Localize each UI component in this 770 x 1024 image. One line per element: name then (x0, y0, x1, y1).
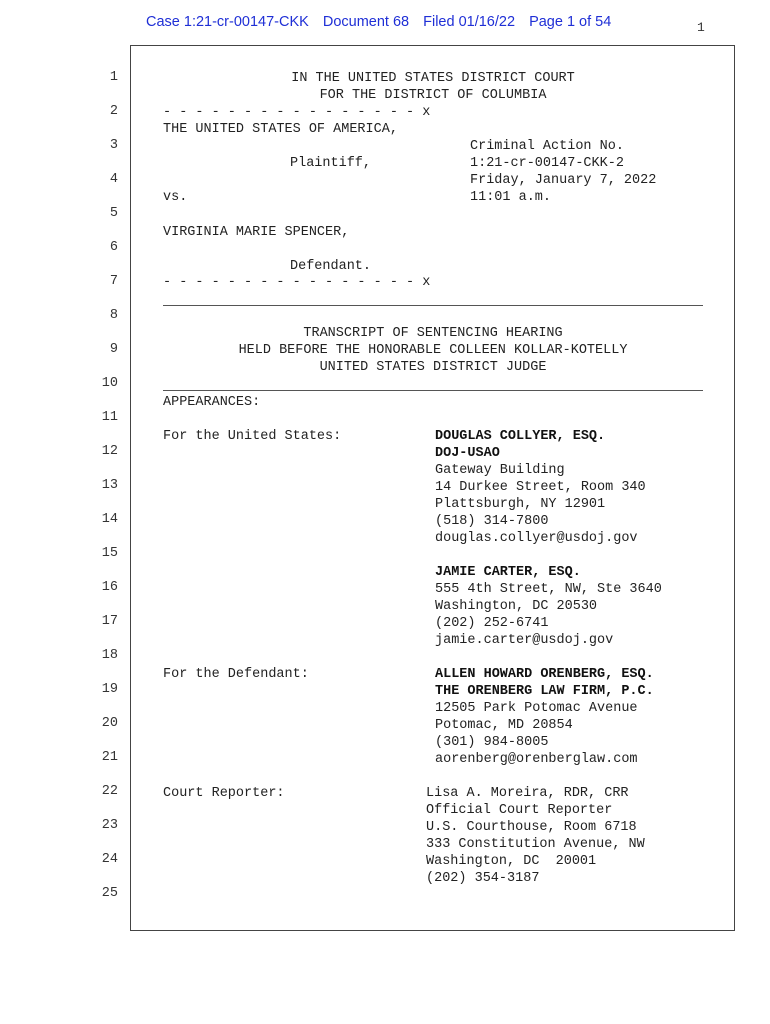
case-number: Case 1:21-cr-00147-CKK (146, 14, 309, 30)
dash-line-bottom: - - - - - - - - - - - - - - - - x (163, 275, 431, 290)
transcript-title-line1: TRANSCRIPT OF SENTENCING HEARING (303, 326, 563, 341)
line-number: 17 (101, 614, 118, 629)
us-attorney2-phone: (202) 252-6741 (435, 616, 549, 631)
us-attorney2-name: JAMIE CARTER, ESQ. (435, 565, 581, 580)
criminal-case-number: 1:21-cr-00147-CKK-2 (470, 156, 624, 171)
line-number: 16 (101, 580, 118, 595)
line-number: 11 (101, 410, 118, 425)
line-number: 3 (109, 138, 118, 153)
line-number: 9 (109, 342, 118, 357)
us-attorney2-addr1: 555 4th Street, NW, Ste 3640 (435, 582, 662, 597)
filed-date: Filed 01/16/22 (423, 14, 516, 30)
transcript-title-line2: HELD BEFORE THE HONORABLE COLLEEN KOLLAR-KOTELLY (238, 343, 628, 358)
line-number: 20 (101, 716, 118, 731)
us-attorney1-phone: (518) 314-7800 (435, 514, 549, 529)
line-number: 25 (101, 886, 118, 901)
defendant-label: Defendant. (290, 259, 372, 274)
def-attorney-name: ALLEN HOWARD ORENBERG, ESQ. (435, 667, 654, 682)
line-number: 15 (101, 546, 118, 561)
us-attorney1-name: DOUGLAS COLLYER, ESQ. (435, 429, 606, 444)
case-header (146, 14, 621, 30)
court-line1: IN THE UNITED STATES DISTRICT COURT (291, 71, 575, 86)
line-number: 24 (101, 852, 118, 867)
us-attorney1-email: douglas.collyer@usdoj.gov (435, 531, 638, 546)
page-count: Page 1 of 54 (529, 14, 612, 30)
reporter-name: Lisa A. Moreira, RDR, CRR (426, 786, 629, 801)
divider-top (163, 305, 703, 306)
line-number: 6 (109, 240, 118, 255)
line-number: 1 (109, 70, 118, 85)
us-attorney1-addr3: Plattsburgh, NY 12901 (435, 497, 606, 512)
line-number: 22 (101, 784, 118, 799)
line-number: 12 (101, 444, 118, 459)
line-number: 2 (109, 104, 118, 119)
reporter-title: Official Court Reporter (426, 803, 613, 818)
us-attorney1-addr1: Gateway Building (435, 463, 565, 478)
hearing-time: 11:01 a.m. (470, 190, 552, 205)
document-number: Document 68 (322, 14, 410, 30)
def-attorney-firm: THE ORENBERG LAW FIRM, P.C. (435, 684, 654, 699)
defendant-counsel-label: For the Defendant: (163, 667, 309, 682)
us-label: For the United States: (163, 429, 342, 444)
line-number: 19 (101, 682, 118, 697)
reporter-addr1: U.S. Courthouse, Room 6718 (426, 820, 637, 835)
line-number: 13 (101, 478, 118, 493)
versus: vs. (163, 190, 188, 205)
defendant-name: VIRGINIA MARIE SPENCER, (163, 225, 350, 240)
transcript-title-line3: UNITED STATES DISTRICT JUDGE (319, 360, 547, 375)
line-number: 14 (101, 512, 118, 527)
reporter-phone: (202) 354-3187 (426, 871, 540, 886)
criminal-action-label: Criminal Action No. (470, 139, 624, 154)
page-number: 1 (697, 20, 705, 35)
plaintiff-label: Plaintiff, (290, 156, 372, 171)
reporter-addr2: 333 Constitution Avenue, NW (426, 837, 645, 852)
appearances-heading: APPEARANCES: (163, 395, 261, 410)
line-number: 8 (109, 308, 118, 323)
us-attorney1-org: DOJ-USAO (435, 446, 500, 461)
def-attorney-phone: (301) 984-8005 (435, 735, 549, 750)
line-number: 10 (101, 376, 118, 391)
def-attorney-email: aorenberg@orenberglaw.com (435, 752, 638, 767)
court-reporter-label: Court Reporter: (163, 786, 285, 801)
us-attorney1-addr2: 14 Durkee Street, Room 340 (435, 480, 646, 495)
line-number: 21 (101, 750, 118, 765)
us-attorney2-email: jamie.carter@usdoj.gov (435, 633, 614, 648)
line-number: 18 (101, 648, 118, 663)
court-line2: FOR THE DISTRICT OF COLUMBIA (319, 88, 547, 103)
def-attorney-addr2: Potomac, MD 20854 (435, 718, 573, 733)
hearing-date: Friday, January 7, 2022 (470, 173, 657, 188)
line-number: 23 (101, 818, 118, 833)
reporter-addr3: Washington, DC 20001 (426, 854, 597, 869)
divider-bottom (163, 390, 703, 391)
dash-line-top: - - - - - - - - - - - - - - - - x (163, 105, 431, 120)
def-attorney-addr1: 12505 Park Potomac Avenue (435, 701, 638, 716)
line-number: 7 (109, 274, 118, 289)
line-number: 5 (109, 206, 118, 221)
us-attorney2-addr2: Washington, DC 20530 (435, 599, 598, 614)
plaintiff-name: THE UNITED STATES OF AMERICA, (163, 122, 398, 137)
line-number: 4 (109, 172, 118, 187)
